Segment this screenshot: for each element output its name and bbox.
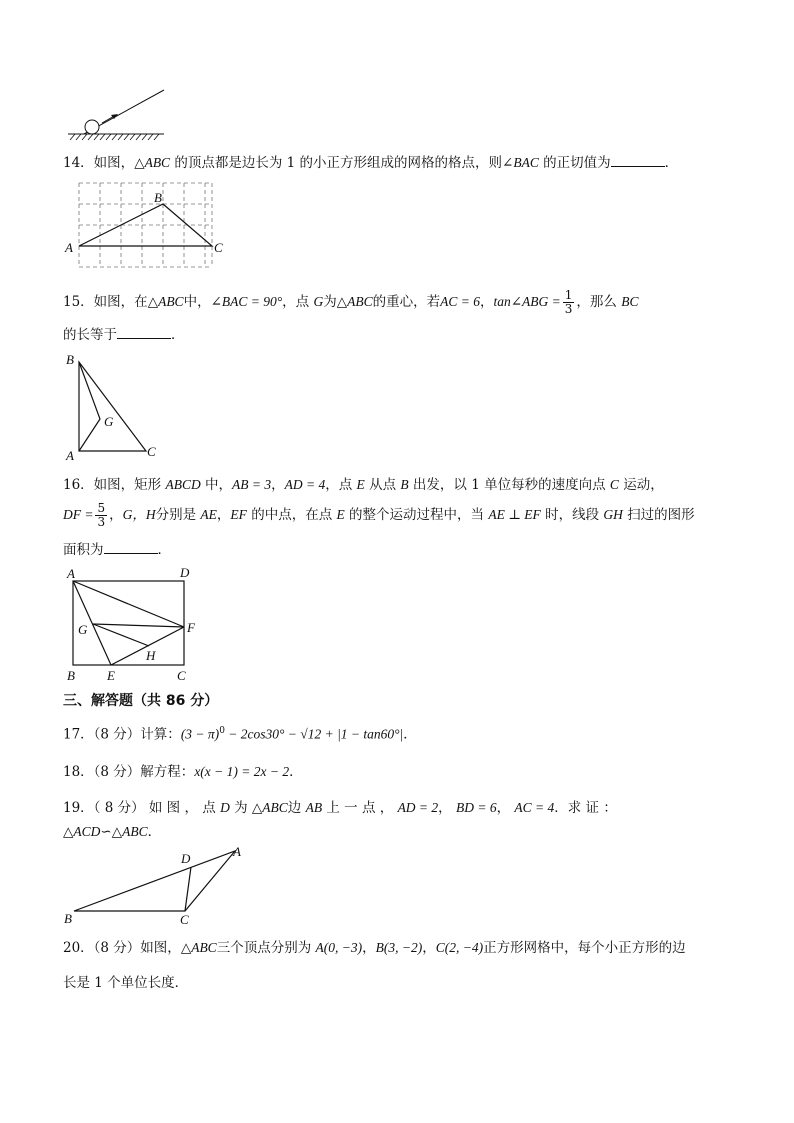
q15-cond-angle: ∠BAC = 90° — [210, 294, 283, 309]
q16-line2-d: 的整个运动过程中，当 — [344, 507, 489, 523]
q16-line3: 面积为 — [63, 542, 104, 558]
q19-line1-d: 上 一 点 ， — [322, 800, 398, 816]
q15-text-e: 的重心，若 — [372, 294, 441, 310]
q17-expr-b: − 2cos30° − — [224, 726, 301, 742]
q14-label-b: B — [154, 190, 162, 205]
q20-line1-b: 三个顶点分别为 — [216, 940, 316, 956]
q16-c: C — [609, 477, 619, 492]
q20-point-b: B(3, −2) — [375, 940, 423, 955]
question-16-line-2 — [63, 500, 695, 530]
q16-e2: E — [336, 507, 345, 522]
q17-expr-c: + |1 − tan60°| — [321, 726, 404, 742]
q20-line2: 长是 1 个单位长度． — [63, 975, 189, 991]
q17-end: ． — [403, 726, 417, 743]
q19-line2: △ACD∽△ABC — [63, 824, 148, 839]
q16-label-d: D — [180, 565, 190, 580]
q15-text-b: 中， — [183, 294, 211, 310]
q16-line-af — [73, 581, 184, 627]
q18-end: ． — [289, 764, 303, 780]
q19-triangle: △ABC — [251, 800, 288, 815]
ground-hatch — [70, 134, 159, 140]
question-16-line-1 — [63, 476, 664, 494]
q15-triangle-shape — [79, 362, 146, 451]
q19-c2: ， — [496, 800, 515, 816]
question-14 — [63, 154, 678, 172]
q15-line2: 的长等于 — [63, 327, 117, 343]
q19-line1-a: 19．（ 8 分） 如 图 ， 点 — [63, 800, 221, 816]
q19-bd: BD = 6 — [455, 800, 497, 815]
q19-c1: ， — [438, 800, 456, 816]
q19-line1-b: 为 — [229, 800, 252, 816]
q17-sqrt: √12 — [300, 726, 322, 742]
question-15-line-2 — [63, 326, 185, 344]
question-16-line-3 — [63, 541, 171, 559]
q16-line1-b: 中， — [200, 477, 233, 493]
question-19-line-1 — [63, 799, 617, 817]
q15-point-g: G — [313, 294, 324, 309]
q15-text-f: ， — [479, 294, 494, 310]
q19-ac: AC = 4 — [514, 800, 555, 815]
q20-c2: ， — [422, 940, 436, 956]
q16-line2-b: 分别是 — [155, 507, 201, 523]
q18-expr: x(x − 1) = 2x − 2 — [194, 764, 290, 779]
q16-frac-num: 5 — [97, 501, 106, 515]
q16-abcd: ABCD — [165, 477, 201, 492]
q20-point-c: C(2, −4) — [435, 940, 484, 955]
q16-line2-c: 的中点，在点 — [246, 507, 337, 523]
q15-frac-den: 3 — [564, 302, 573, 316]
q16-perp: AE ⊥ EF — [488, 507, 541, 522]
q16-ae: AE — [200, 507, 217, 522]
q16-rectangle — [73, 581, 184, 665]
q15-frac-num: 1 — [564, 288, 573, 302]
ball — [85, 120, 99, 134]
question-18 — [63, 763, 303, 781]
question-17 — [63, 722, 417, 744]
q16-ad: AD = 4 — [284, 477, 326, 492]
q16-line1-f: 运动， — [618, 477, 664, 493]
q16-frac-den: 3 — [97, 515, 106, 529]
q15-text-c: ，点 — [282, 294, 314, 310]
q16-line2-a: ， — [109, 507, 123, 523]
question-19-line-2 — [63, 823, 161, 841]
q14-text-b: 的顶点都是边长为 1 的小正方形组成的网格的格点，则 — [170, 155, 503, 171]
q19-label-a: A — [233, 844, 241, 859]
q19-ad: AD = 2 — [397, 800, 439, 815]
q14-label-a: A — [65, 240, 73, 255]
q20-c1: ， — [362, 940, 376, 956]
q14-text-a: 14．如图， — [63, 155, 135, 171]
q16-figure — [62, 564, 208, 686]
q14-end: ． — [664, 155, 679, 171]
q15-triangle: △ABC — [147, 294, 184, 309]
q16-line2-e: 时，线段 — [540, 507, 604, 523]
q16-b: B — [400, 477, 409, 492]
q14-triangle: △ABC — [134, 155, 171, 170]
question-20-line-1 — [63, 939, 686, 957]
q15-text-a: 15．如图，在 — [63, 294, 148, 310]
q15-label-a: A — [66, 448, 74, 462]
q18-text: 18．（8 分）解方程： — [63, 764, 195, 780]
question-15 — [63, 289, 638, 315]
q14-angle: ∠BAC — [502, 155, 539, 170]
q15-bc: BC — [621, 294, 639, 309]
q16-sep: ， — [216, 507, 231, 523]
q16-label-a: A — [67, 566, 75, 581]
q19-label-c: C — [180, 912, 189, 927]
q16-fraction — [95, 502, 107, 529]
q16-ab: AB = 3 — [232, 477, 272, 492]
q16-line1-e: 出发，以 1 单位每秒的速度向点 — [408, 477, 610, 493]
q16-line1-c: ，点 — [325, 477, 357, 493]
q15-triangle-2: △ABC — [336, 294, 373, 309]
q19-line1-c: 边 — [287, 800, 306, 816]
q19-figure — [60, 844, 256, 928]
q20-triangle: △ABC — [180, 940, 217, 955]
q16-end: ． — [157, 542, 171, 558]
q14-label-c: C — [214, 240, 223, 255]
q16-label-g: G — [78, 622, 88, 637]
q19-triangle-shape — [74, 851, 235, 911]
q16-e: E — [356, 477, 365, 492]
q16-label-b: B — [67, 668, 75, 683]
q20-line1-a: 20．（8 分）如图， — [63, 940, 181, 956]
q16-answer-blank[interactable] — [104, 541, 158, 554]
q15-label-b: B — [66, 352, 74, 367]
q19-end: ． — [147, 824, 162, 840]
q19-line1-e: ．求 证 ： — [554, 800, 617, 816]
q16-ef: EF — [230, 507, 247, 522]
section-3-heading: 三、解答题（共 86 分） — [63, 693, 219, 709]
q20-line1-c: 正方形网格中，每个小正方形的边 — [483, 940, 686, 956]
q15-text-d: 为 — [323, 294, 337, 310]
q16-gh-names: G，H — [122, 507, 156, 522]
q19-d: D — [220, 800, 230, 815]
q14-answer-blank[interactable] — [611, 154, 665, 167]
q15-tan: tan∠ABG = — [493, 294, 561, 309]
q17-expr-a: (3 − π) — [180, 726, 220, 742]
q16-df: DF = — [63, 507, 94, 522]
q15-fraction — [563, 289, 575, 316]
q15-answer-blank[interactable] — [117, 326, 171, 339]
q16-label-c: C — [177, 668, 186, 683]
q17-text: 17．（8 分）计算： — [63, 726, 181, 743]
q20-point-a: A(0, −3) — [315, 940, 363, 955]
q19-ab: AB — [305, 800, 323, 815]
q16-line1-a: 16．如图，矩形 — [63, 477, 166, 493]
q16-line1-d: 从点 — [364, 477, 401, 493]
q17-exp: 0 — [219, 726, 225, 736]
question-20-line-2 — [63, 974, 188, 992]
q19-label-b: B — [64, 911, 72, 926]
q16-gh: GH — [603, 507, 623, 522]
q14-grid-figure — [62, 180, 230, 270]
q15-text-g: ，那么 — [576, 294, 622, 310]
q14-text-c: 的正切值为 — [538, 155, 611, 171]
q16-label-h: H — [146, 648, 156, 663]
grid-lines — [79, 183, 212, 267]
q15-label-g: G — [104, 414, 114, 429]
q19-label-d: D — [181, 851, 191, 866]
q15-end: ． — [171, 327, 185, 343]
q16-label-e: E — [107, 668, 115, 683]
q16-comma: ， — [271, 477, 285, 493]
ball-incline-figure — [64, 86, 174, 144]
q15-cond-ac: AC = 6 — [440, 294, 480, 309]
q15-label-c: C — [147, 444, 156, 459]
q16-label-f: F — [187, 620, 195, 635]
q16-line2-f: 扫过的图形 — [622, 507, 695, 523]
q15-figure — [62, 350, 172, 462]
q16-line-gf — [93, 624, 184, 627]
